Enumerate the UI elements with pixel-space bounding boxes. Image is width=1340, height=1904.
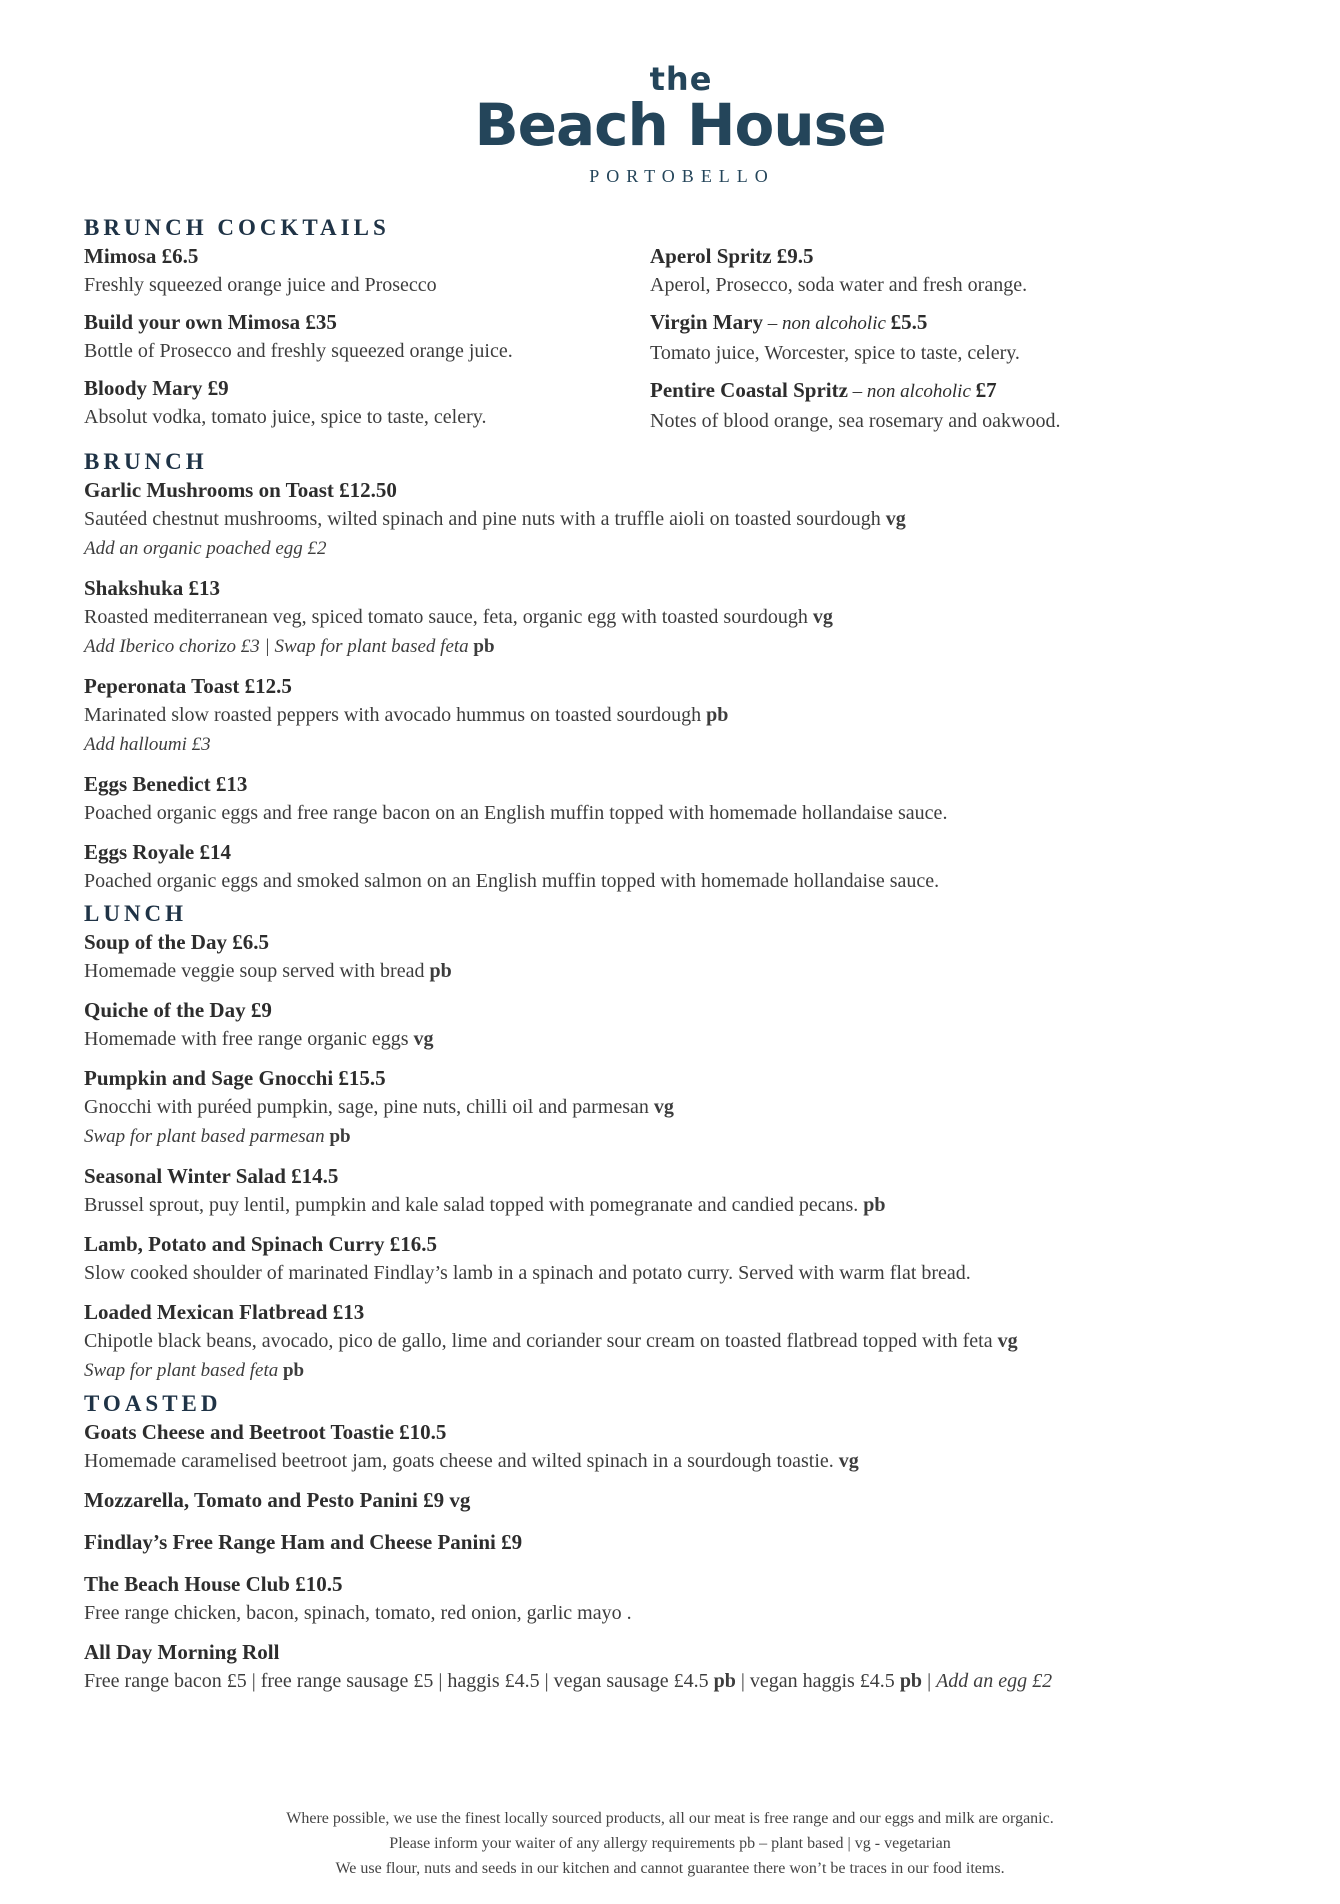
item-description-text: | [922, 1670, 937, 1692]
menu-item [84, 1528, 1284, 1556]
item-name: Peperonata Toast £12.5 [84, 674, 292, 698]
dietary-tag: vg [885, 508, 906, 530]
item-name: Shakshuka £13 [84, 576, 220, 600]
item-description [84, 956, 1284, 986]
item-description-text: Roasted mediterranean veg, spiced tomato sauce, feta, organic egg with toasted sourdough [84, 606, 813, 628]
item-price: £7 [975, 378, 997, 402]
item-name-text: Virgin Mary [650, 310, 763, 334]
dietary-tag: pb [863, 1194, 886, 1216]
dietary-tag: vg [812, 606, 833, 628]
item-extra: Add an organic poached egg £2 [84, 538, 327, 559]
item-description [84, 700, 1284, 730]
dietary-tag: pb [429, 960, 452, 982]
item-description: Free range chicken, bacon, spinach, tomato, red onion, garlic mayo . [84, 1602, 632, 1624]
dietary-tag: pb [713, 1670, 736, 1692]
item-description [84, 504, 1284, 534]
item-name: The Beach House Club £10.5 [84, 1572, 343, 1596]
menu-item [84, 838, 1284, 896]
item-description [84, 1666, 1284, 1696]
item-name: Eggs Benedict £13 [84, 772, 248, 796]
dietary-tag: vg [653, 1096, 674, 1118]
menu-item [84, 242, 650, 300]
logo-the: the [649, 60, 713, 98]
item-extra [84, 1122, 1284, 1152]
item-description: Slow cooked shoulder of marinated Findlay’s lamb in a spinach and potato curry. Served with warm flat bread. [84, 1262, 971, 1284]
item-description [84, 1024, 1284, 1054]
item-description-text: Gnocchi with puréed pumpkin, sage, pine nuts, chilli oil and parmesan [84, 1096, 654, 1118]
item-description [84, 1190, 1284, 1220]
menu-item [84, 1230, 1284, 1288]
item-description-text: | vegan haggis £4.5 [735, 1670, 900, 1692]
section-title-brunch: BRUNCH [84, 449, 208, 474]
non-alcoholic-label: – non alcoholic [762, 313, 891, 334]
cocktail-grid [84, 242, 1284, 444]
item-name: Goats Cheese and Beetroot Toastie £10.5 [84, 1420, 447, 1444]
section-title-lunch: LUNCH [84, 901, 188, 926]
logo-name: Beach House [474, 91, 886, 159]
menu-item [84, 672, 1284, 760]
item-description-text: Chipotle black beans, avocado, pico de gallo, lime and coriander sour cream on toasted flatbread topped with feta [84, 1330, 998, 1352]
item-description [84, 602, 1284, 632]
dietary-tag: pb [282, 1360, 305, 1381]
item-extra-text: Swap for plant based feta [84, 1360, 283, 1381]
item-name: Mimosa £6.5 [84, 244, 199, 268]
cocktail-column-left [84, 242, 650, 444]
menu-item [84, 1064, 1284, 1152]
dietary-tag: pb [329, 1126, 351, 1147]
dietary-tag: pb [473, 636, 495, 657]
item-description-text: Homemade caramelised beetroot jam, goats cheese and wilted spinach in a sourdough toastie. [84, 1450, 839, 1472]
item-name: Lamb, Potato and Spinach Curry £16.5 [84, 1232, 437, 1256]
menu-item [84, 1162, 1284, 1220]
item-name: All Day Morning Roll [84, 1640, 280, 1664]
menu-content [84, 214, 1284, 1706]
item-extra: Add halloumi £3 [84, 734, 211, 755]
footer-notes [0, 1806, 1340, 1881]
footer-line: Please inform your waiter of any allergy requirements pb – plant based | vg - vegetarian [389, 1835, 951, 1852]
beach-house-logo [0, 62, 1340, 187]
logo-location: PORTOBELLO [589, 166, 775, 186]
item-description-text: Homemade with free range organic eggs [84, 1028, 414, 1050]
item-description [84, 1092, 1284, 1122]
item-name-text: Pentire Coastal Spritz [650, 378, 848, 402]
non-alcoholic-label: – non alcoholic [847, 381, 976, 402]
footer-line: Where possible, we use the finest locally sourced products, all our meat is free range and our eggs and milk are organic. [286, 1810, 1054, 1827]
section-title-toasted: TOASTED [84, 1391, 222, 1416]
item-name [650, 308, 1216, 338]
item-name: Aperol Spritz £9.5 [650, 244, 814, 268]
item-name: Mozzarella, Tomato and Pesto Panini £9 vg [84, 1488, 471, 1512]
item-name: Soup of the Day £6.5 [84, 930, 269, 954]
item-description: Aperol, Prosecco, soda water and fresh orange. [650, 274, 1028, 296]
menu-item [84, 1486, 1284, 1514]
item-extra-text: Add Iberico chorizo £3 | Swap for plant based feta [84, 636, 474, 657]
item-extra-text: Swap for plant based parmesan [84, 1126, 330, 1147]
item-name: Eggs Royale £14 [84, 840, 231, 864]
item-description: Notes of blood orange, sea rosemary and oakwood. [650, 410, 1061, 432]
item-name: Quiche of the Day £9 [84, 998, 272, 1022]
item-name: Pumpkin and Sage Gnocchi £15.5 [84, 1066, 386, 1090]
cocktail-column-right [650, 242, 1216, 444]
item-name [650, 376, 1216, 406]
item-description-text: Brussel sprout, puy lentil, pumpkin and kale salad topped with pomegranate and candied pecans. [84, 1194, 864, 1216]
item-name: Garlic Mushrooms on Toast £12.50 [84, 478, 397, 502]
dietary-tag: pb [899, 1670, 923, 1692]
dietary-tag: vg [413, 1028, 434, 1050]
item-name: Seasonal Winter Salad £14.5 [84, 1164, 339, 1188]
menu-item [84, 1638, 1284, 1696]
item-name: Loaded Mexican Flatbread £13 [84, 1300, 365, 1324]
menu-item [650, 308, 1216, 368]
menu-item [650, 376, 1216, 436]
menu-item [84, 770, 1284, 828]
item-description [84, 1446, 1284, 1476]
menu-item [84, 1418, 1284, 1476]
item-extra [84, 1356, 1284, 1386]
item-price: £5.5 [890, 310, 928, 334]
item-description: Freshly squeezed orange juice and Prosecco [84, 274, 437, 296]
item-description [84, 1326, 1284, 1356]
menu-item [650, 242, 1216, 300]
dietary-tag: pb [706, 704, 729, 726]
section-title-cocktails: BRUNCH COCKTAILS [84, 215, 390, 240]
item-description: Absolut vodka, tomato juice, spice to taste, celery. [84, 406, 487, 428]
item-description: Poached organic eggs and free range bacon on an English muffin topped with homemade hollandaise sauce. [84, 802, 948, 824]
item-extra-text: Add an egg £2 [936, 1670, 1053, 1692]
menu-item [84, 1298, 1284, 1386]
dietary-tag: vg [838, 1450, 859, 1472]
menu-item [84, 308, 650, 366]
item-name: Build your own Mimosa £35 [84, 310, 337, 334]
menu-item [84, 374, 650, 432]
menu-item [84, 996, 1284, 1054]
item-name: Bloody Mary £9 [84, 376, 229, 400]
item-description: Tomato juice, Worcester, spice to taste, celery. [650, 342, 1020, 364]
item-description: Poached organic eggs and smoked salmon on an English muffin topped with homemade hollandaise sauce. [84, 870, 940, 892]
item-description-text: Marinated slow roasted peppers with avocado hummus on toasted sourdough [84, 704, 707, 726]
item-extra [84, 632, 1284, 662]
menu-item [84, 574, 1284, 662]
item-description-text: Sautéed chestnut mushrooms, wilted spinach and pine nuts with a truffle aioli on toasted sourdough [84, 508, 886, 530]
item-description: Bottle of Prosecco and freshly squeezed orange juice. [84, 340, 513, 362]
menu-item [84, 1570, 1284, 1628]
dietary-tag: vg [997, 1330, 1018, 1352]
item-description-text: Homemade veggie soup served with bread [84, 960, 430, 982]
menu-item [84, 476, 1284, 564]
footer-line: We use flour, nuts and seeds in our kitchen and cannot guarantee there won’t be traces in our food items. [335, 1860, 1005, 1877]
item-description-text: Free range bacon £5 | free range sausage £5 | haggis £4.5 | vegan sausage £4.5 [84, 1670, 714, 1692]
menu-item [84, 928, 1284, 986]
item-name: Findlay’s Free Range Ham and Cheese Panini £9 [84, 1530, 523, 1554]
